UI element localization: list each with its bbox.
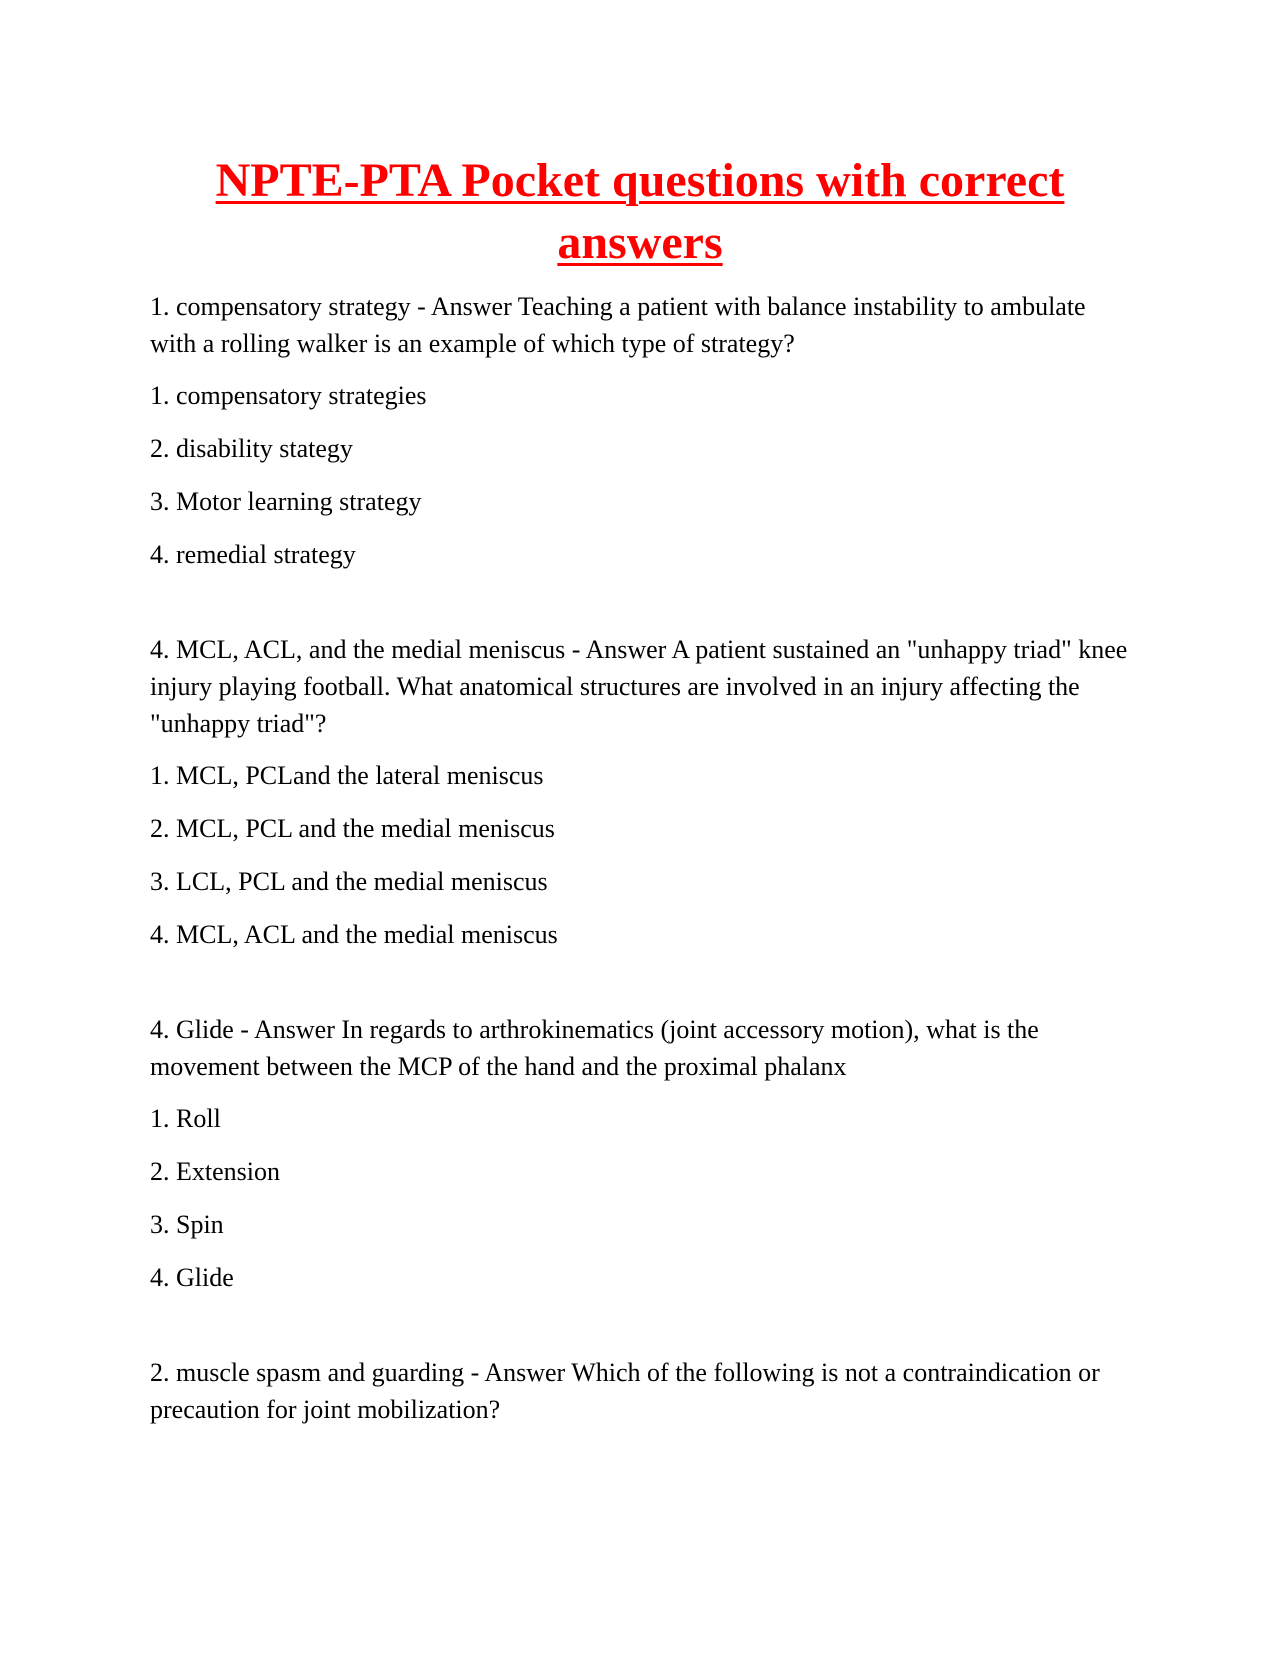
answer-option: 4. Glide <box>150 1263 234 1292</box>
question-block-3 <box>150 1011 1130 1296</box>
question-text: 1. compensatory strategy - Answer Teaching a patient with balance instability to ambulate with a rolling walker is an example of which type of strategy? <box>150 292 1086 358</box>
answer-option: 4. MCL, ACL and the medial meniscus <box>150 920 558 949</box>
answer-option: 3. Spin <box>150 1210 224 1239</box>
answer-option: 3. Motor learning strategy <box>150 487 422 516</box>
answer-option: 2. MCL, PCL and the medial meniscus <box>150 814 555 843</box>
answer-option: 1. MCL, PCLand the lateral meniscus <box>150 761 544 790</box>
document-body <box>150 288 1130 1486</box>
question-text: 4. Glide - Answer In regards to arthrokinematics (joint accessory motion), what is the movement between the MCP of the hand and the proximal phalanx <box>150 1015 1039 1081</box>
answer-options <box>150 1100 1130 1296</box>
question-text: 4. MCL, ACL, and the medial meniscus - Answer A patient sustained an "unhappy triad" knee injury playing football. What anatomical structures are involved in an injury affecting the "unhappy triad"? <box>150 635 1128 738</box>
question-block-2 <box>150 631 1130 953</box>
answer-options <box>150 757 1130 953</box>
answer-options <box>150 377 1130 573</box>
document-title: NPTE-PTA Pocket questions with correct answers <box>215 154 1065 269</box>
answer-option: 2. disability stategy <box>150 434 353 463</box>
answer-option: 2. Extension <box>150 1157 280 1186</box>
answer-option: 4. remedial strategy <box>150 540 356 569</box>
answer-option: 3. LCL, PCL and the medial meniscus <box>150 867 548 896</box>
question-block-4 <box>150 1354 1130 1428</box>
answer-option: 1. Roll <box>150 1104 221 1133</box>
question-text: 2. muscle spasm and guarding - Answer Which of the following is not a contraindication or precaution for joint mobilization? <box>150 1358 1100 1424</box>
question-block-1 <box>150 288 1130 573</box>
answer-option: 1. compensatory strategies <box>150 381 427 410</box>
